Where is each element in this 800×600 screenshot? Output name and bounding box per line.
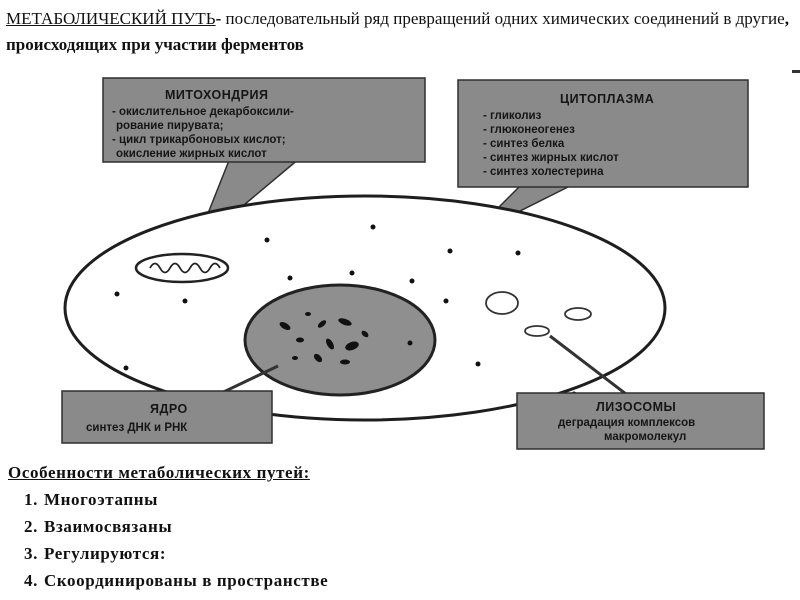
cytoplasm-heading: ЦИТОПЛАЗМА xyxy=(560,92,655,106)
list-item xyxy=(4,567,794,594)
item-number: 1. xyxy=(24,490,38,509)
mitochondria-heading: МИТОХОНДРИЯ xyxy=(165,88,269,102)
lysosome-small xyxy=(565,308,591,320)
lysosomes-function-1: деградация комплексов xyxy=(558,417,696,429)
mitochondrion xyxy=(136,254,228,282)
definition-heading xyxy=(6,6,796,58)
lysosome-large xyxy=(486,292,518,314)
lysosomes-heading: ЛИЗОСОМЫ xyxy=(596,400,677,414)
term-definition: последовательный ряд превращений одних химических соединений в другие xyxy=(221,9,785,28)
term: МЕТАБОЛИЧЕСКИЙ ПУТЬ xyxy=(6,9,216,28)
cytoplasm-function-3: - синтез белка xyxy=(483,138,565,150)
cytoplasm-function-5: - синтез холестерина xyxy=(483,166,604,178)
item-text: Регулируются: xyxy=(44,544,167,563)
list-item xyxy=(4,540,794,567)
list-item xyxy=(4,513,794,540)
features-title: Особенности метаболических путей: xyxy=(8,463,310,482)
features-section xyxy=(4,460,794,594)
lysosome-bottom xyxy=(525,326,549,336)
mitochondria-function-1: - окислительное декарбоксили- xyxy=(112,106,294,118)
cytoplasm-function-1: - гликолиз xyxy=(483,110,542,122)
item-text: Скоординированы в пространстве xyxy=(44,571,329,590)
cytoplasm-function-2: - глюконеогенез xyxy=(483,124,575,136)
cell-diagram xyxy=(0,68,800,463)
item-number: 2. xyxy=(24,517,38,536)
item-text: Взаимосвязаны xyxy=(44,517,173,536)
cytoplasm-function-4: - синтез жирных кислот xyxy=(483,152,619,164)
list-item xyxy=(4,486,794,513)
mitochondria-function-3: - цикл трикарбоновых кислот; xyxy=(112,134,286,146)
term-dash: - xyxy=(215,9,222,28)
item-number: 3. xyxy=(24,544,38,563)
features-list xyxy=(4,486,794,594)
mitochondria-function-2: рование пирувата; xyxy=(116,120,224,132)
nucleus-heading: ЯДРО xyxy=(150,402,188,416)
item-text: Многоэтапны xyxy=(44,490,158,509)
item-number: 4. xyxy=(24,571,38,590)
nucleus xyxy=(245,285,435,395)
mitochondria-function-4: окисление жирных кислот xyxy=(116,148,267,160)
nucleus-box xyxy=(62,391,272,443)
lysosomes-function-2: макромолекул xyxy=(604,431,687,443)
definition-emphasis: , происходящих при участии ферментов xyxy=(6,9,789,54)
nucleus-function-1: синтез ДНК и РНК xyxy=(86,422,188,434)
